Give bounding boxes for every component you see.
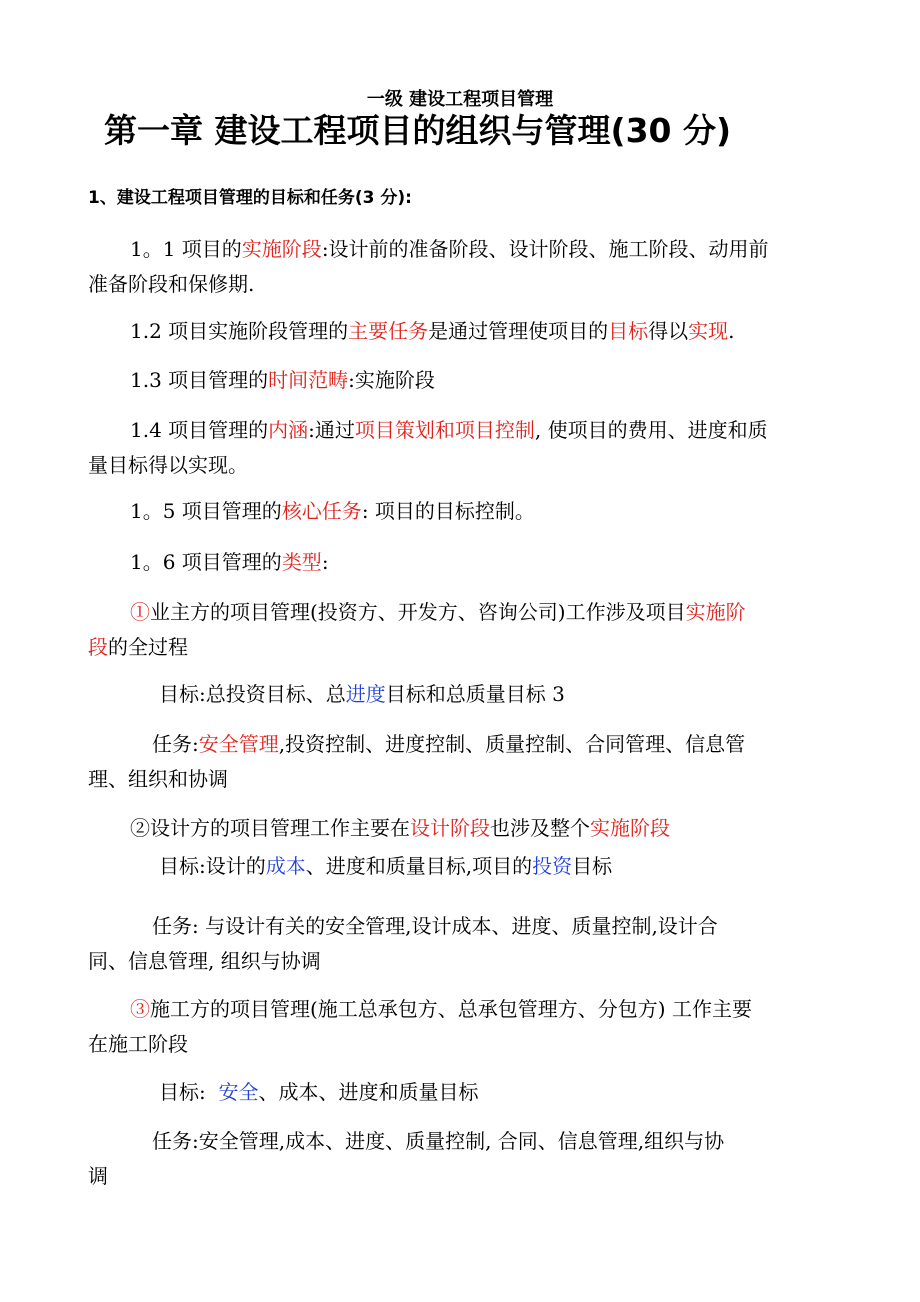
highlight-term: 目标: [608, 319, 649, 343]
owner-task-line1: [152, 731, 745, 757]
item-text: , 使项目的费用、进度和质: [534, 418, 768, 442]
item-text: :: [321, 550, 329, 574]
owner-goal: [159, 681, 565, 707]
item-text: 目标:设计的: [159, 854, 266, 878]
highlight-term: 实施阶: [685, 600, 746, 624]
highlight-term: 类型: [281, 550, 322, 574]
section-heading: 1、建设工程项目管理的目标和任务(3 分):: [88, 188, 412, 208]
item-1-5: [130, 498, 535, 524]
highlight-term: 内涵: [268, 418, 309, 442]
item-1-4-line2: 量目标得以实现。: [88, 453, 248, 477]
contractor-line1: [130, 996, 752, 1022]
item-1-1-line1: [130, 236, 769, 262]
item-text: 是通过管理使项目的: [428, 319, 609, 343]
item-text: 业主方的项目管理(投资方、开发方、咨询公司)工作涉及项目: [150, 600, 686, 624]
item-text: 目标和总质量目标 3: [385, 682, 565, 706]
highlight-term: 项目策划和项目控制: [354, 418, 535, 442]
highlight-term: 设计阶段: [410, 816, 490, 840]
contractor-task-line1: 任务:安全管理,成本、进度、质量控制, 合同、信息管理,组织与协: [152, 1129, 725, 1153]
contractor-line2: 在施工阶段: [88, 1032, 188, 1056]
highlight-term: 实施阶段: [590, 816, 670, 840]
item-text: 1。6 项目管理的: [130, 550, 282, 574]
item-text: 得以: [648, 319, 689, 343]
item-text: 、进度和质量目标,项目的: [305, 854, 533, 878]
highlight-term-blue: 进度: [345, 682, 386, 706]
highlight-term: 实现: [688, 319, 729, 343]
highlight-term: 时间范畴: [268, 368, 349, 392]
item-text: 也涉及整个: [490, 816, 590, 840]
highlight-term-blue: 投资: [532, 854, 573, 878]
item-text: 目标:: [159, 1080, 219, 1104]
owner-line1: [130, 599, 746, 625]
highlight-term: 主要任务: [348, 319, 429, 343]
item-text: :实施阶段: [348, 368, 435, 392]
owner-task-line2: 理、组织和协调: [88, 767, 228, 791]
item-text: 目标:总投资目标、总: [159, 682, 346, 706]
item-text: :通过: [308, 418, 355, 442]
chapter-title: 第一章 建设工程项目的组织与管理(30 分): [104, 111, 732, 150]
contractor-goal: [159, 1079, 478, 1105]
list-number: ①: [130, 600, 150, 624]
item-text: 1.4 项目管理的: [130, 418, 269, 442]
item-text: 的全过程: [108, 635, 188, 659]
item-text: 施工方的项目管理(施工总承包方、总承包管理方、分包方) 工作主要: [150, 997, 752, 1021]
item-text: 目标: [572, 854, 613, 878]
document-subtitle: 一级 建设工程项目管理: [366, 89, 554, 110]
item-text: 1.2 项目实施阶段管理的: [130, 319, 349, 343]
highlight-term: 段: [88, 635, 108, 659]
designer-task-line2: 同、信息管理, 组织与协调: [88, 949, 321, 973]
highlight-term-blue: 安全: [218, 1080, 259, 1104]
designer-task-line1: 任务: 与设计有关的安全管理,设计成本、进度、质量控制,设计合: [152, 914, 718, 938]
item-text: 任务:: [152, 732, 199, 756]
item-text: : 项目的目标控制。: [361, 499, 535, 523]
item-1-2: [130, 318, 735, 344]
highlight-term: 安全管理: [198, 732, 279, 756]
highlight-term: 实施阶段: [241, 237, 322, 261]
item-text: .: [728, 319, 735, 343]
item-1-1-line2: 准备阶段和保修期.: [88, 272, 255, 296]
item-1-4-line1: [130, 417, 768, 443]
list-number: ③: [130, 997, 150, 1021]
designer-line1: [130, 815, 670, 841]
item-text: 1。1 项目的: [130, 237, 242, 261]
contractor-task-line2: 调: [88, 1164, 108, 1188]
item-text: ,投资控制、进度控制、质量控制、合同管理、信息管: [278, 732, 746, 756]
item-text: 、成本、进度和质量目标: [258, 1080, 479, 1104]
owner-line2: [88, 634, 188, 660]
highlight-term-blue: 成本: [265, 854, 306, 878]
item-1-3: [130, 367, 435, 393]
item-text: 1。5 项目管理的: [130, 499, 282, 523]
highlight-term: 核心任务: [281, 499, 362, 523]
designer-goal: [159, 853, 612, 879]
item-text: :设计前的准备阶段、设计阶段、施工阶段、动用前: [321, 237, 769, 261]
item-text: ②设计方的项目管理工作主要在: [130, 816, 410, 840]
item-text: 1.3 项目管理的: [130, 368, 269, 392]
item-1-6: [130, 549, 329, 575]
